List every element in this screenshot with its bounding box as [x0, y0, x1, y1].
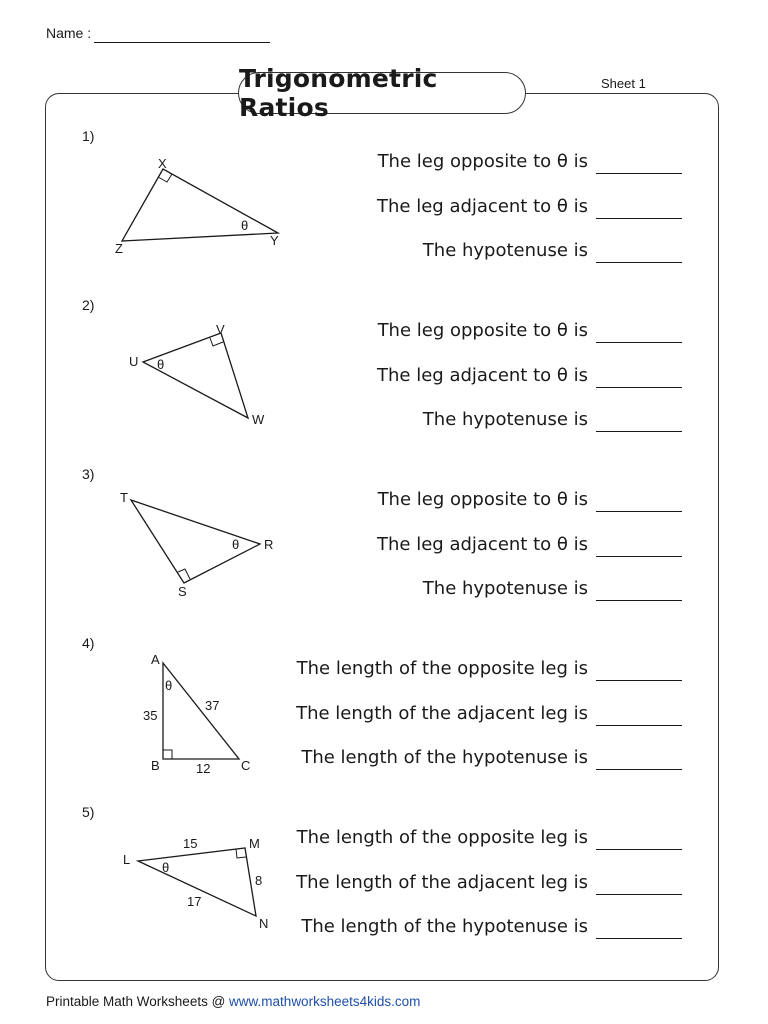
angle-label: θ — [241, 218, 249, 233]
vertex-label: Z — [115, 241, 123, 256]
angle-label: θ — [157, 357, 165, 372]
vertex-label: T — [120, 490, 128, 505]
side-length-label: 35 — [143, 708, 158, 723]
answer-blank[interactable] — [596, 849, 682, 850]
side-length-label: 37 — [205, 698, 220, 713]
vertex-label: X — [158, 156, 167, 171]
question-text: The leg opposite to θ is — [377, 489, 588, 510]
title-box — [238, 64, 526, 122]
question-text: The length of the opposite leg is — [296, 827, 588, 848]
answer-blank[interactable] — [596, 938, 682, 939]
question-text: The leg adjacent to θ is — [377, 196, 588, 217]
side-length-label: 8 — [255, 873, 263, 888]
problem-number: 3) — [82, 466, 95, 482]
problem-3 — [0, 466, 768, 636]
side-length-label: 15 — [183, 836, 198, 851]
question-text: The length of the adjacent leg is — [296, 703, 588, 724]
answer-blank[interactable] — [596, 556, 682, 557]
problem-number: 1) — [82, 128, 95, 144]
footer-link[interactable]: www.mathworksheets4kids.com — [229, 994, 421, 1009]
problem-number: 4) — [82, 635, 95, 651]
page-title: Trigonometric Ratios — [239, 64, 438, 122]
vertex-label: A — [151, 652, 160, 667]
name-field[interactable] — [94, 42, 270, 43]
answer-blank[interactable] — [596, 600, 682, 601]
problem-2 — [0, 297, 768, 467]
answer-blank[interactable] — [596, 342, 682, 343]
sheet-label: Sheet 1 — [601, 76, 646, 91]
footer — [46, 994, 420, 1009]
answer-blank[interactable] — [596, 387, 682, 388]
question-text: The leg opposite to θ is — [377, 320, 588, 341]
vertex-label: B — [151, 758, 160, 773]
question-text: The length of the adjacent leg is — [296, 872, 588, 893]
vertex-label: V — [216, 322, 225, 337]
angle-label: θ — [232, 537, 240, 552]
vertex-label: N — [259, 916, 269, 931]
answer-blank[interactable] — [596, 173, 682, 174]
answer-blank[interactable] — [596, 680, 682, 681]
answer-blank[interactable] — [596, 769, 682, 770]
vertex-label: R — [264, 537, 274, 552]
angle-label: θ — [165, 678, 173, 693]
problem-4 — [0, 635, 768, 805]
problem-number: 5) — [82, 804, 95, 820]
question-text: The leg adjacent to θ is — [377, 534, 588, 555]
answer-blank[interactable] — [596, 262, 682, 263]
vertex-label: W — [252, 412, 265, 427]
answer-blank[interactable] — [596, 511, 682, 512]
vertex-label: Y — [270, 233, 279, 248]
name-label: Name : — [46, 25, 92, 41]
vertex-label: U — [129, 354, 139, 369]
question-text: The leg adjacent to θ is — [377, 365, 588, 386]
vertex-label: C — [241, 758, 251, 773]
problem-number: 2) — [82, 297, 95, 313]
answer-blank[interactable] — [596, 218, 682, 219]
question-text: The length of the opposite leg is — [296, 658, 588, 679]
question-text: The leg opposite to θ is — [377, 151, 588, 172]
answer-blank[interactable] — [596, 431, 682, 432]
question-text: The hypotenuse is — [422, 409, 588, 430]
question-text: The hypotenuse is — [422, 578, 588, 599]
problem-1 — [0, 128, 768, 298]
question-text: The length of the hypotenuse is — [301, 747, 588, 768]
problem-5 — [0, 804, 768, 974]
vertex-label: L — [123, 852, 131, 867]
side-length-label: 17 — [187, 894, 202, 909]
vertex-label: M — [249, 836, 260, 851]
answer-blank[interactable] — [596, 725, 682, 726]
answer-blank[interactable] — [596, 894, 682, 895]
vertex-label: S — [178, 584, 187, 599]
question-text: The hypotenuse is — [422, 240, 588, 261]
footer-label: Printable Math Worksheets @ — [46, 994, 226, 1009]
angle-label: θ — [162, 860, 170, 875]
question-text: The length of the hypotenuse is — [301, 916, 588, 937]
side-length-label: 12 — [196, 761, 211, 776]
